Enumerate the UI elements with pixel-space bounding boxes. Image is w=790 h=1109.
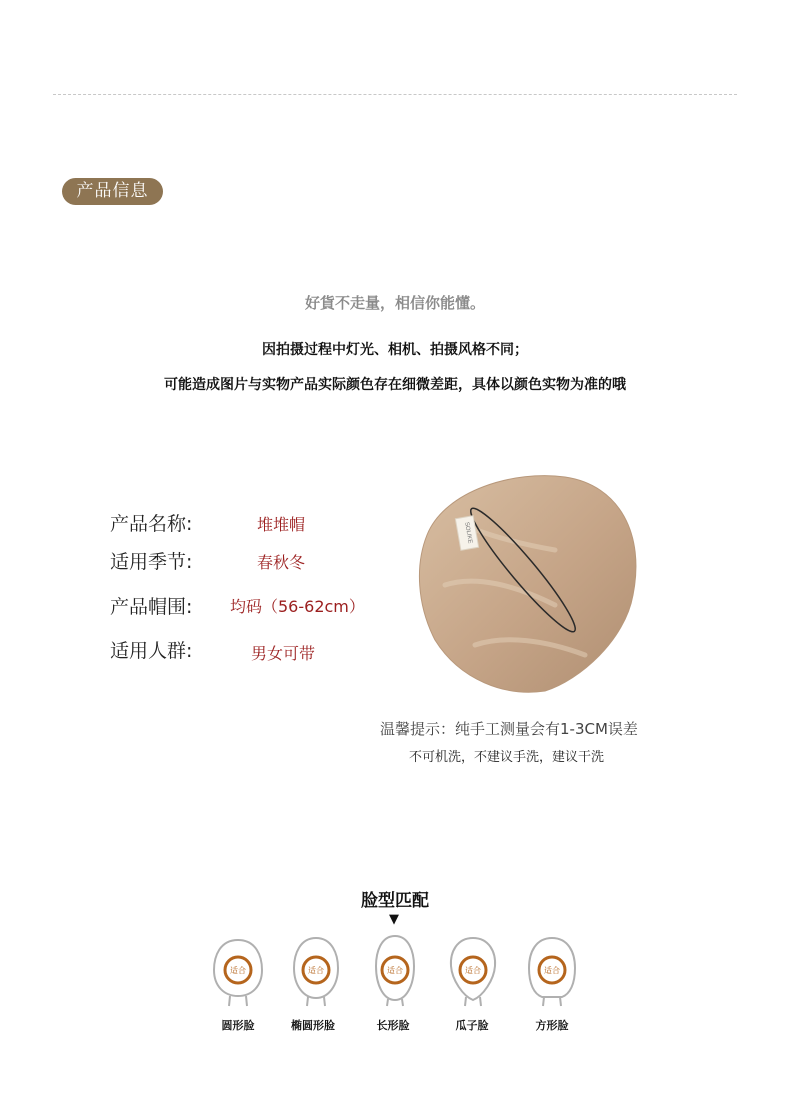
spec-value-audience: 男女可带 <box>251 644 316 663</box>
color-notice-line-2: 可能造成图片与实物产品实际颜色存在细微差距，具体以颜色实物为准的哦 <box>164 377 626 393</box>
face-label-oval: 椭圆形脸 <box>291 1019 335 1032</box>
round-face-icon <box>208 934 268 1009</box>
color-notice-line-1: 因拍摄过程中灯光、相机、拍摄风格不同； <box>262 342 528 358</box>
face-label-pointed: 瓜子脸 <box>455 1019 489 1032</box>
long-face-icon <box>365 934 425 1009</box>
fit-stamp: 适合 <box>387 966 403 975</box>
square-face-icon <box>522 934 582 1009</box>
wash-instruction: 不可机洗，不建议手洗，建议干洗 <box>409 750 605 765</box>
spec-value-size: 均码（56-62cm） <box>230 597 365 616</box>
face-label-round: 圆形脸 <box>221 1019 255 1032</box>
spec-label-size: 产品帽围: <box>110 596 193 618</box>
measure-tip: 温馨提示：纯手工测量会有1-3CM误差 <box>380 720 638 738</box>
face-section-title: 脸型匹配 <box>361 891 429 911</box>
section-badge: 产品信息 <box>62 178 163 205</box>
selected-face-arrow: ▼ <box>389 912 399 927</box>
fit-stamp: 适合 <box>308 966 324 975</box>
hat-tag-label: SOLIKE <box>463 521 473 545</box>
oval-face-icon <box>286 934 346 1009</box>
dashed-divider <box>53 94 737 95</box>
pointed-face-icon <box>443 934 503 1009</box>
fit-stamp: 适合 <box>230 966 246 975</box>
fit-stamp: 适合 <box>544 966 560 975</box>
spec-label-name: 产品名称: <box>110 513 193 535</box>
spec-label-audience: 适用人群: <box>110 640 193 662</box>
hat-image <box>405 465 655 700</box>
slogan-text: 好貨不走量，相信你能懂。 <box>304 294 485 312</box>
spec-label-season: 适用季节: <box>110 551 193 573</box>
fit-stamp: 适合 <box>465 966 481 975</box>
face-label-square: 方形脸 <box>535 1019 569 1032</box>
spec-value-season: 春秋冬 <box>257 553 306 572</box>
spec-value-name: 堆堆帽 <box>257 515 306 534</box>
face-label-long: 长形脸 <box>376 1019 410 1032</box>
